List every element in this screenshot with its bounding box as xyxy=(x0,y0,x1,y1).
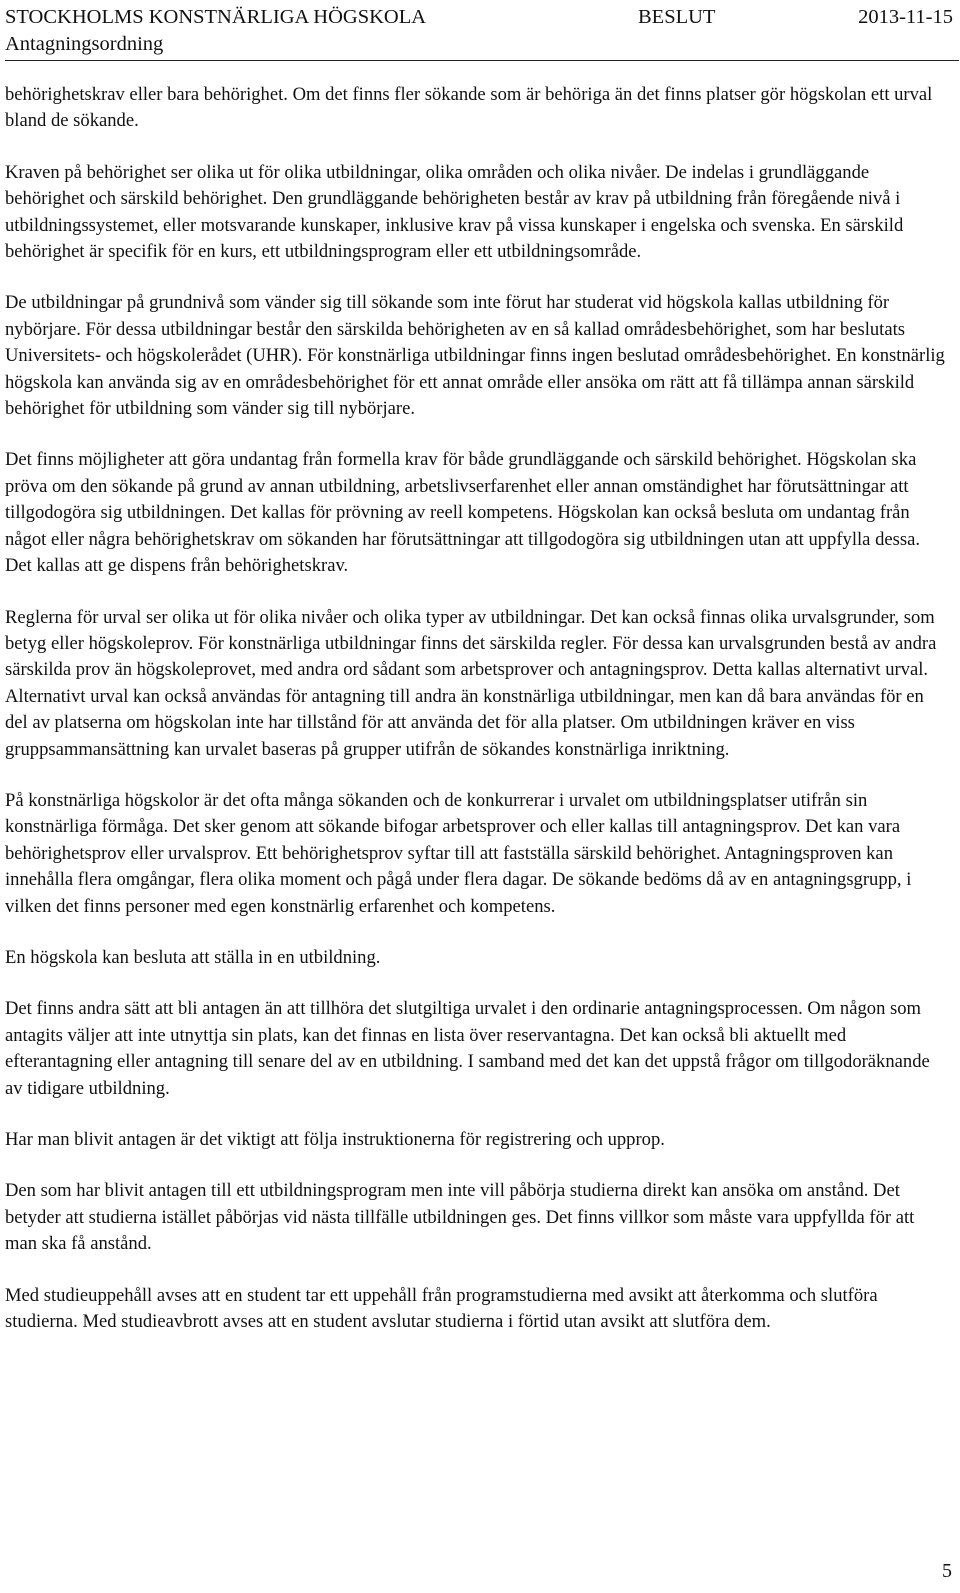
paragraph: Den som har blivit antagen till ett utbildningsprogram men inte vill påbörja studierna direkt kan ansöka om anstånd. Det betyder att studierna istället påbörjas vid nästa tillfälle utbildningen ges. Det finns villkor som måste vara uppfyllda för att man ska få anstånd. xyxy=(5,1180,915,1255)
paragraph: Reglerna för urval ser olika ut för olika nivåer och olika typer av utbildningar. Det kan också finnas olika urvalsgrunder, som betyg eller högskoleprov. För konstnärliga utbildningar finns det särskilda regler. För dessa kan urvalsgrunden bestå av andra särskilda prov än högskoleprovet, med andra ord sådant som arbetsprover och antagningsprov. Detta kallas alternativt urval. Alternativt urval kan också användas för antagning till andra än konstnärliga utbildningar, men kan då bara användas för en del av platserna om högskolan inte har tillstånd för att använda det för alla platser. Om utbildningen kräver en viss gruppsammansättning kan urvalet baseras på grupper utifrån de sökandes konstnärliga inriktning. xyxy=(5,606,937,760)
document-status: BESLUT xyxy=(638,6,716,28)
paragraph: De utbildningar på grundnivå som vänder sig till sökande som inte förut har studerat vid högskola kallas utbildning för nybörjare. För dessa utbildningar består den särskilda behörigheten av en så kallad områdesbehörighet, som har beslutats Universitets- och högskolerådet (UHR). För konstnärliga utbildningar finns ingen beslutad områdesbehörighet. En konstnärlig högskola kan använda sig av en områdesbehörighet för ett annat område eller ansöka om rätt att få tillämpa annan särskild behörighet för utbildning som vänder sig till nybörjare. xyxy=(5,292,945,420)
paragraph: Kraven på behörighet ser olika ut för olika utbildningar, olika områden och olika nivåer. De indelas i grundläggande behörighet och särskild behörighet. Den grundläggande behörigheten består av krav på utbildning från föregående nivå i utbildningssystemet, eller motsvarande kunskaper, inklusive krav på vissa kunskaper i engelska och svenska. En särskild behörighet är specifik för en kurs, ett utbildningsprogram eller ett utbildningsområde. xyxy=(5,161,904,263)
paragraph: Det finns andra sätt att bli antagen än att tillhöra det slutgiltiga urvalet i den ordinarie antagningsprocessen. Om någon som antagits väljer att inte utnyttja sin plats, kan det finnas en lista över reservantagna. Det kan också bli aktuellt med efterantagning eller antagning till senare del av en utbildning. I samband med det kan det uppstå frågor om tillgodoräknande av tidigare utbildning. xyxy=(5,998,930,1099)
paragraph: Med studieuppehåll avses att en student tar ett uppehåll från programstudierna med avsikt att återkomma och slutföra studierna. Med studieavbrott avses att en student avslutar studierna i förtid utan avsikt att slutföra dem. xyxy=(5,1284,878,1333)
page-number: 5 xyxy=(942,1560,952,1582)
paragraph: En högskola kan besluta att ställa in en utbildning. xyxy=(5,946,381,968)
page-header xyxy=(5,2,953,60)
paragraph: Har man blivit antagen är det viktigt att följa instruktionerna för registrering och upprop. xyxy=(5,1129,665,1150)
header-divider xyxy=(5,60,959,61)
document-title: Antagningsordning xyxy=(5,33,164,55)
document-body xyxy=(5,82,950,1360)
paragraph: Det finns möjligheter att göra undantag från formella krav för både grundläggande och särskild behörighet. Högskolan ska pröva om den sökande på grund av annan utbildning, arbetslivserfarenhet eller annan omständighet har förutsättningar att tillgodogöra sig utbildningen. Det kallas för prövning av reell kompetens. Högskolan kan också besluta om undantag från något eller några behörighetskrav om sökanden har förutsättningar att tillgodogöra sig utbildningen utan att uppfylla dessa. Det kallas att ge dispens från behörighetskrav. xyxy=(5,449,920,577)
organization-name: STOCKHOLMS KONSTNÄRLIGA HÖGSKOLA xyxy=(5,6,427,28)
paragraph: På konstnärliga högskolor är det ofta många sökanden och de konkurrerar i urvalet om utbildningsplatser utifrån sin konstnärliga förmåga. Det sker genom att sökande bifogar arbetsprover och eller kallas till antagningsprov. Det kan vara behörighetsprov eller urvalsprov. Ett behörighetsprov syftar till att fastställa särskild behörighet. Antagningsproven kan innehålla flera omgångar, flera olika moment och pågå under flera dagar. De sökande bedöms då av en antagningsgrupp, i vilken det finns personer med egen konstnärlig erfarenhet och kompetens. xyxy=(5,789,912,917)
document-date: 2013-11-15 xyxy=(858,6,953,28)
paragraph: behörighetskrav eller bara behörighet. Om det finns fler sökande som är behöriga än det finns platser gör högskolan ett urval bland de sökande. xyxy=(5,84,933,132)
